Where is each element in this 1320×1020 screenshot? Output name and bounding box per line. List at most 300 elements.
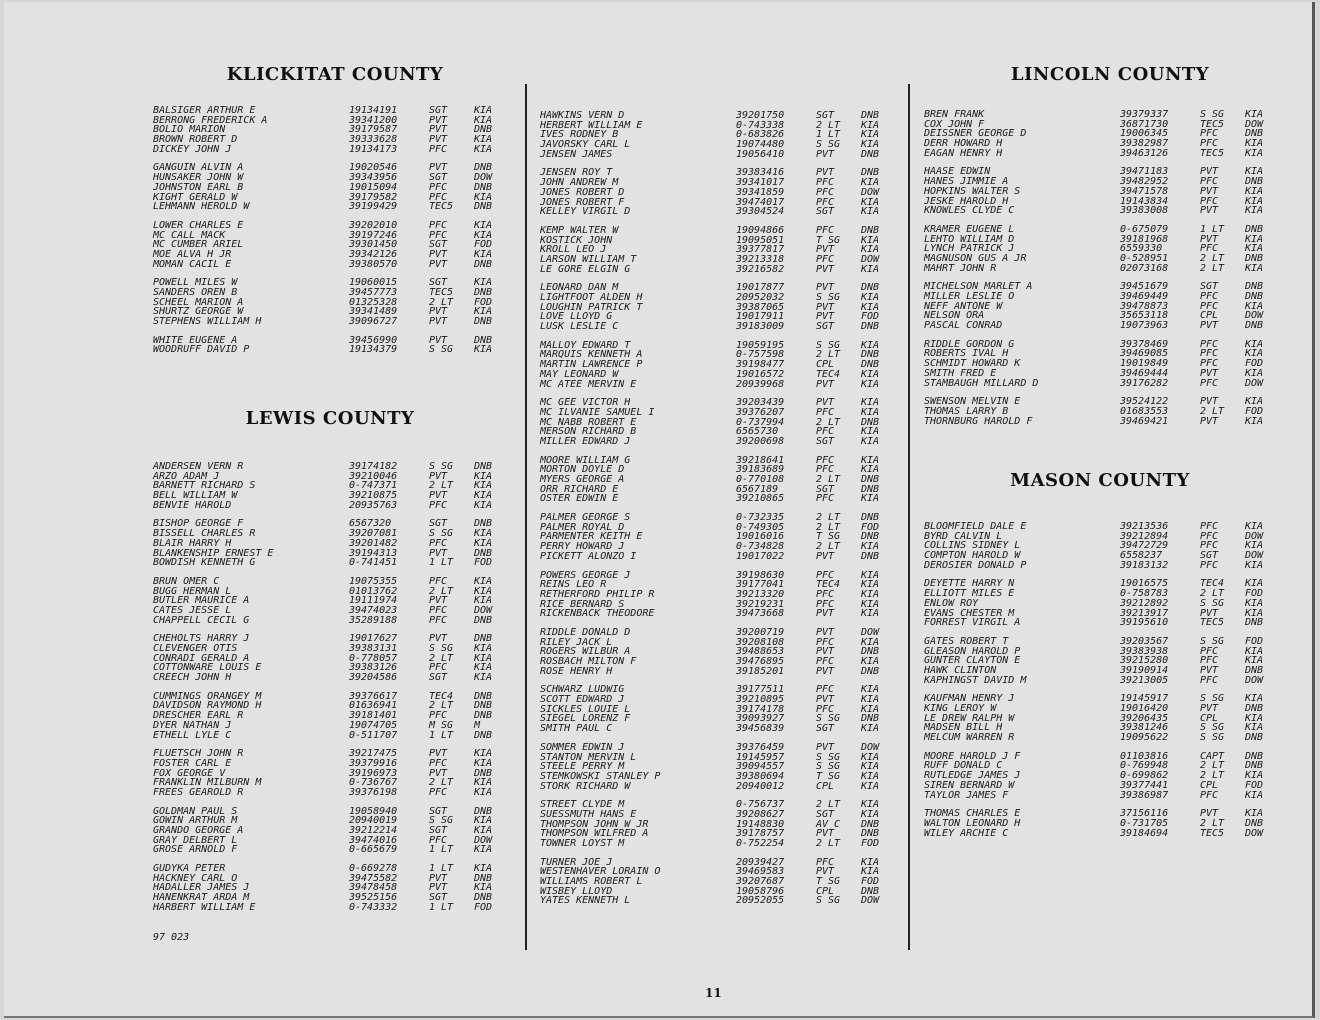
roster-name: GOWIN ARTHUR M xyxy=(153,815,238,827)
roster-rank: PFC xyxy=(816,703,835,715)
roster-serial: 39213536 xyxy=(1120,521,1169,532)
roster-serial: 39185201 xyxy=(736,665,785,677)
roster-serial: 39482952 xyxy=(1120,176,1169,188)
roster-name: MILLER EDWARD J xyxy=(540,435,631,447)
roster-name: COMPTON HAROLD W xyxy=(924,550,1021,562)
roster-serial: 19017911 xyxy=(736,311,785,323)
roster-name: DEROSIER DONALD P xyxy=(924,559,1027,571)
roster-serial: 39184694 xyxy=(1120,827,1169,839)
roster-status: KIA xyxy=(474,786,493,798)
roster-status: DOW xyxy=(474,172,493,184)
roster-rank: SGT xyxy=(816,435,835,447)
roster-name: HACKNEY CARL O xyxy=(153,872,238,884)
roster-name: BOWDISH KENNETH G xyxy=(153,557,256,569)
roster-name: ELLIOTT MILES E xyxy=(924,588,1015,600)
roster-name: CUMMINGS ORANGEY M xyxy=(153,690,262,702)
roster-rank: PVT xyxy=(816,665,835,677)
roster-serial: 39383416 xyxy=(736,167,785,179)
roster-rank: PFC xyxy=(1200,338,1219,350)
roster-serial: 39176282 xyxy=(1120,377,1169,389)
roster-status: DNB xyxy=(474,518,493,530)
roster-status: KIA xyxy=(861,761,880,773)
roster-serial: 39343956 xyxy=(349,172,398,184)
roster-name: HANENKRAT ARDA M xyxy=(153,892,250,904)
roster-status: KIA xyxy=(474,499,493,511)
roster-status: KIA xyxy=(861,751,880,763)
roster-serial: 39213917 xyxy=(1120,607,1169,619)
roster-rank: CPL xyxy=(1200,712,1219,724)
roster-name: LYNCH PATRICK J xyxy=(924,243,1015,255)
roster-serial: 01636941 xyxy=(349,700,398,712)
roster-status: KIA xyxy=(474,585,493,597)
roster-rank: PVT xyxy=(429,882,448,894)
roster-name: REINS LEO R xyxy=(540,579,607,591)
roster-name: JENSEN JAMES xyxy=(540,148,613,160)
roster-serial: 39198630 xyxy=(736,569,785,581)
roster-rank: PVT xyxy=(1200,607,1219,619)
roster-rank: 2 LT xyxy=(1200,817,1225,829)
roster-name: RETHERFORD PHILIP R xyxy=(540,588,655,600)
roster-rank: PVT xyxy=(429,872,448,884)
roster-serial: 39387065 xyxy=(736,301,785,313)
roster-status: DOW xyxy=(1245,377,1264,389)
roster-name: STEELE PERRY M xyxy=(540,761,625,773)
roster-serial: 39478458 xyxy=(349,882,398,894)
roster-name: THOMAS LARRY B xyxy=(924,405,1009,417)
roster-rank: S SG xyxy=(816,761,841,773)
roster-serial: 0-756737 xyxy=(736,799,785,811)
roster-rank: 2 LT xyxy=(816,119,841,131)
roster-serial: 19134379 xyxy=(349,344,398,356)
roster-rank: PFC xyxy=(429,786,448,798)
roster-rank: PFC xyxy=(816,569,835,581)
roster-status: KIA xyxy=(1245,367,1264,379)
roster-status: FOD xyxy=(1245,635,1264,647)
roster-status: DNB xyxy=(474,767,493,779)
roster-name: ANDERSEN VERN R xyxy=(153,461,244,472)
roster-rank: PFC xyxy=(1200,291,1219,302)
roster-rank: S SG xyxy=(1200,597,1225,609)
roster-name: TURNER JOE J xyxy=(540,856,613,868)
roster-status: DNB xyxy=(861,474,880,485)
roster-status: DNB xyxy=(474,461,493,472)
roster-serial: 19017022 xyxy=(736,550,785,562)
roster-rank: PFC xyxy=(816,426,835,438)
roster-status: KIA xyxy=(861,866,880,878)
roster-name: JOHN ANDREW M xyxy=(540,177,619,189)
roster-status: KIA xyxy=(474,643,493,654)
roster-name: WESTENHAVER LORAIN O xyxy=(540,866,661,878)
roster-serial: 39476895 xyxy=(736,656,785,667)
roster-serial: 19060015 xyxy=(349,277,398,289)
roster-name: RUFF DONALD C xyxy=(924,760,1003,772)
roster-name: STORK RICHARD W xyxy=(540,780,631,792)
roster-rank: PFC xyxy=(816,493,835,505)
roster-status: KIA xyxy=(474,306,493,318)
roster-serial: 39478873 xyxy=(1120,300,1169,312)
roster-rank: PVT xyxy=(429,633,448,645)
roster-rank: S SG xyxy=(1200,693,1225,705)
roster-rank: PVT xyxy=(429,134,448,146)
roster-serial: 20939968 xyxy=(736,378,785,390)
roster-name: BROWN ROBERT D xyxy=(153,134,238,146)
roster-rank: PVT xyxy=(1200,396,1219,408)
roster-rank: PVT xyxy=(816,167,835,179)
roster-serial: 39213318 xyxy=(736,253,785,265)
roster-serial: 0-665679 xyxy=(349,844,398,856)
roster-status: DNB xyxy=(861,110,880,121)
roster-name: LOWER CHARLES E xyxy=(153,219,244,231)
folio-code: 97 023 xyxy=(153,932,190,943)
roster-serial: 39183009 xyxy=(736,321,785,333)
roster-name: ROGERS WILBUR A xyxy=(540,646,631,658)
roster-rank: 2 LT xyxy=(816,799,841,811)
roster-status: DNB xyxy=(1245,176,1264,188)
roster-status: KIA xyxy=(861,129,880,141)
roster-status: DNB xyxy=(861,818,880,830)
roster-name: THOMAS CHARLES E xyxy=(924,808,1021,820)
roster-serial: 0-511707 xyxy=(349,729,398,741)
roster-name: PERRY HOWARD J xyxy=(540,541,625,553)
roster-status: DNB xyxy=(474,201,493,213)
roster-rank: 2 LT xyxy=(1200,252,1225,264)
roster-status: KIA xyxy=(474,143,493,155)
roster-status: KIA xyxy=(861,656,880,667)
roster-rank: CPL xyxy=(1200,779,1219,791)
roster-rank: TEC4 xyxy=(429,690,454,702)
roster-rank: PFC xyxy=(1200,559,1219,571)
roster-name: SCOTT EDWARD J xyxy=(540,694,625,706)
roster-status: DNB xyxy=(861,359,880,371)
roster-name: SCHMIDT HOWARD K xyxy=(924,358,1021,370)
roster-status: FOD xyxy=(1245,358,1264,370)
roster-name: DEYETTE HARRY N xyxy=(924,578,1015,590)
roster-rank: 2 LT xyxy=(816,474,841,485)
roster-rank: TEC5 xyxy=(1200,147,1225,159)
roster-name: MOORE WILLIAM G xyxy=(540,454,631,466)
roster-name: MC NABB ROBERT E xyxy=(540,416,637,428)
roster-serial: 39377817 xyxy=(736,244,785,256)
roster-status: DNB xyxy=(474,316,493,328)
roster-name: MORTON DOYLE D xyxy=(540,464,625,476)
roster-name: RIDDLE DONALD D xyxy=(540,626,631,638)
roster-name: MICHELSON MARLET A xyxy=(924,281,1033,293)
roster-rank: T SG xyxy=(816,531,841,543)
roster-name: SWENSON MELVIN E xyxy=(924,396,1021,408)
roster-rank: PFC xyxy=(816,588,835,600)
roster-status: KIA xyxy=(1245,138,1264,150)
roster-serial: 39178757 xyxy=(736,828,785,840)
roster-rank: PVT xyxy=(816,397,835,409)
roster-name: TAYLOR JAMES F xyxy=(924,789,1009,801)
roster-name: WHITE EUGENE A xyxy=(153,334,238,346)
roster-name: CONRADI GERALD A xyxy=(153,652,250,664)
roster-status: KIA xyxy=(474,229,493,241)
roster-status: DNB xyxy=(474,710,493,722)
roster-status: KIA xyxy=(474,575,493,587)
roster-status: KIA xyxy=(1245,722,1264,734)
roster-name: ETHELL LYLE C xyxy=(153,729,232,741)
roster-serial: 39341489 xyxy=(349,306,398,318)
roster-rank: PVT xyxy=(1200,205,1219,217)
roster-name: ROSBACH MILTON F xyxy=(540,656,637,667)
roster-rank: PVT xyxy=(429,547,448,559)
roster-status: KIA xyxy=(861,579,880,591)
roster-name: HANES JIMMIE A xyxy=(924,176,1009,188)
roster-name: JAVORSKY CARL L xyxy=(540,139,631,151)
roster-rank: S SG xyxy=(816,139,841,151)
roster-serial: 39201482 xyxy=(349,537,398,549)
roster-serial: 39181968 xyxy=(1120,233,1169,245)
roster-name: SCHWARZ LUDWIG xyxy=(540,684,625,696)
roster-status: KIA xyxy=(861,541,880,553)
roster-name: NEFF ANTONE W xyxy=(924,300,1003,312)
roster-rank: PFC xyxy=(429,757,448,769)
roster-rank: PFC xyxy=(1200,655,1219,667)
roster-rank: PFC xyxy=(1200,128,1219,140)
roster-serial: 19111974 xyxy=(349,595,398,607)
roster-rank: 1 LT xyxy=(429,863,454,875)
roster-rank: PFC xyxy=(1200,645,1219,657)
roster-status: KIA xyxy=(1245,109,1264,120)
roster-rank: PFC xyxy=(429,662,448,674)
roster-rank: PFC xyxy=(1200,358,1219,370)
roster-status: KIA xyxy=(861,378,880,390)
roster-serial: 39177511 xyxy=(736,684,785,696)
roster-name: KEMP WALTER W xyxy=(540,224,619,236)
roster-rank: PFC xyxy=(1200,530,1219,542)
roster-rank: 2 LT xyxy=(1200,760,1225,772)
roster-status: KIA xyxy=(861,234,880,246)
roster-rank: S SG xyxy=(429,643,454,654)
roster-serial: 39212894 xyxy=(1120,530,1169,542)
roster-rank: PFC xyxy=(429,219,448,231)
roster-serial: 19017627 xyxy=(349,633,398,645)
roster-serial: 19134173 xyxy=(349,143,398,155)
roster-serial: 19074705 xyxy=(349,719,398,731)
roster-status: FOD xyxy=(861,838,880,849)
roster-name: KING LEROY W xyxy=(924,703,997,714)
roster-name: SCHEEL MARION A xyxy=(153,296,244,308)
roster-rank: PFC xyxy=(1200,243,1219,255)
roster-status: KIA xyxy=(1245,521,1264,532)
roster-status: DNB xyxy=(474,872,493,884)
roster-name: MAY LEONARD W xyxy=(540,368,619,380)
roster-serial: 0-731705 xyxy=(1120,817,1169,829)
roster-rank: PFC xyxy=(429,575,448,587)
roster-status: KIA xyxy=(861,856,880,868)
roster-name: GRAY DELBERT L xyxy=(153,834,238,846)
roster-rank: PVT xyxy=(816,608,835,620)
roster-rank: SGT xyxy=(1200,550,1219,562)
roster-rank: PVT xyxy=(816,244,835,256)
roster-serial: 39094557 xyxy=(736,761,785,773)
roster-status: KIA xyxy=(474,248,493,260)
roster-name: HADALLER JAMES J xyxy=(153,882,250,894)
roster-serial: 19056410 xyxy=(736,148,785,160)
roster-serial: 0-743338 xyxy=(736,119,785,131)
roster-rank: CPL xyxy=(816,885,835,897)
roster-name: STAMBAUGH MILLARD D xyxy=(924,377,1039,389)
roster-serial: 39469583 xyxy=(736,866,785,878)
roster-status: KIA xyxy=(474,672,493,684)
roster-status: KIA xyxy=(861,723,880,735)
roster-serial: 39376198 xyxy=(349,786,398,798)
roster-rank: PFC xyxy=(429,191,448,203)
roster-rank: PFC xyxy=(429,537,448,549)
roster-serial: 39197246 xyxy=(349,229,398,241)
roster-serial: 39203567 xyxy=(1120,635,1169,647)
section-heading-klickitat: KLICKITAT COUNTY xyxy=(226,64,444,85)
roster-status: KIA xyxy=(474,219,493,231)
roster-serial: 0-669278 xyxy=(349,863,398,875)
roster-name: SICKLES LOUIE L xyxy=(540,703,631,715)
roster-serial: 39473668 xyxy=(736,608,785,620)
roster-serial: 0-757598 xyxy=(736,349,785,361)
roster-status: KIA xyxy=(861,598,880,610)
roster-status: DOW xyxy=(861,741,880,753)
roster-name: DAVIDSON RAYMOND H xyxy=(153,700,262,712)
roster-name: KNOWLES CLYDE C xyxy=(924,205,1015,217)
roster-rank: PVT xyxy=(429,306,448,318)
roster-rank: PFC xyxy=(429,710,448,722)
roster-name: GLEASON HAROLD P xyxy=(924,645,1021,657)
roster-status: DNB xyxy=(474,181,493,193)
roster-serial: 39093927 xyxy=(736,713,785,725)
roster-serial: 39383938 xyxy=(1120,645,1169,657)
roster-serial: 39469421 xyxy=(1120,415,1169,427)
roster-serial: 39381246 xyxy=(1120,722,1169,734)
roster-rank: 1 LT xyxy=(1200,223,1225,235)
roster-status: KIA xyxy=(1245,338,1264,350)
roster-status: KIA xyxy=(1245,712,1264,724)
roster-name: MADSEN BILL H xyxy=(924,722,1003,734)
roster-status: KIA xyxy=(861,636,880,648)
roster-rank: PFC xyxy=(1200,377,1219,389)
roster-serial: 19145917 xyxy=(1120,693,1169,705)
roster-serial: 19059195 xyxy=(736,339,785,351)
roster-serial: 19017877 xyxy=(736,282,785,294)
roster-rank: PFC xyxy=(816,224,835,236)
roster-status: DOW xyxy=(474,604,493,616)
roster-name: PALMER ROYAL D xyxy=(540,521,625,533)
roster-status: DOW xyxy=(861,626,880,638)
roster-status: KIA xyxy=(1245,770,1264,782)
roster-serial: 39471578 xyxy=(1120,185,1169,197)
roster-rank: M SG xyxy=(429,719,454,731)
roster-name: MC CUMBER ARIEL xyxy=(153,239,244,251)
roster-serial: 20952032 xyxy=(736,292,785,303)
roster-serial: 19016572 xyxy=(736,368,785,380)
roster-status: DNB xyxy=(861,167,880,179)
roster-serial: 39218641 xyxy=(736,454,785,466)
roster-status: KIA xyxy=(861,406,880,418)
roster-serial: 39200698 xyxy=(736,435,785,447)
roster-name: MELCUM WARREN R xyxy=(924,732,1015,744)
roster-status: DNB xyxy=(861,483,880,495)
roster-serial: 39203439 xyxy=(736,397,785,409)
roster-name: MARQUIS KENNETH A xyxy=(540,349,643,361)
roster-status: KIA xyxy=(861,368,880,380)
roster-status: KIA xyxy=(474,528,493,540)
roster-name: MOORE HAROLD J F xyxy=(924,750,1021,762)
roster-name: KAUFMAN HENRY J xyxy=(924,693,1015,705)
roster-rank: PVT xyxy=(816,550,835,562)
section-heading-lewis: LEWIS COUNTY xyxy=(245,408,415,429)
roster-status: FOD xyxy=(474,557,493,569)
roster-serial: 39472729 xyxy=(1120,540,1169,552)
roster-status: DOW xyxy=(474,834,493,846)
roster-serial: 39183689 xyxy=(736,464,785,476)
roster-status: KIA xyxy=(474,595,493,607)
roster-name: KIGHT GERALD W xyxy=(153,191,238,203)
roster-status: KIA xyxy=(861,569,880,581)
roster-status: DNB xyxy=(474,690,493,702)
roster-name: ENLOW ROY xyxy=(924,597,979,609)
roster-status: KIA xyxy=(1245,578,1264,590)
roster-status: DOW xyxy=(1245,674,1264,686)
roster-rank: PFC xyxy=(429,229,448,241)
roster-name: CLEVENGER OTIS xyxy=(153,643,238,654)
roster-name: THOMPSON WILFRED A xyxy=(540,828,649,840)
roster-name: EVANS CHESTER M xyxy=(924,607,1015,619)
roster-name: RIDDLE GORDON G xyxy=(924,338,1015,350)
roster-status: FOD xyxy=(474,239,493,251)
roster-rank: S SG xyxy=(1200,109,1225,120)
roster-name: MAHRT JOHN R xyxy=(924,262,997,274)
roster-rank: PFC xyxy=(816,186,835,198)
roster-rank: SGT xyxy=(816,321,835,333)
roster-status: KIA xyxy=(1245,262,1264,274)
roster-rank: S SG xyxy=(816,895,841,907)
roster-name: FOX GEORGE V xyxy=(153,767,226,779)
roster-name: CHEHOLTS HARRY J xyxy=(153,633,250,645)
roster-rank: SGT xyxy=(429,277,448,289)
roster-rank: PVT xyxy=(1200,166,1219,178)
roster-serial: 35653118 xyxy=(1120,310,1169,322)
roster-serial: 0-675079 xyxy=(1120,223,1169,235)
roster-status: DNB xyxy=(861,665,880,677)
roster-name: ROBERTS IVAL H xyxy=(924,348,1009,360)
roster-rank: PVT xyxy=(816,263,835,275)
roster-rank: PVT xyxy=(429,490,448,502)
roster-status: KIA xyxy=(474,490,493,502)
roster-status: DNB xyxy=(474,892,493,904)
roster-name: BELL WILLIAM W xyxy=(153,490,238,502)
roster-rank: 2 LT xyxy=(816,541,841,553)
roster-name: GANGUIN ALVIN A xyxy=(153,162,244,174)
roster-status: DNB xyxy=(861,512,880,524)
roster-serial: 0-528951 xyxy=(1120,252,1169,264)
roster-rank: 2 LT xyxy=(816,521,841,533)
roster-name: COTTONWARE LOUIS E xyxy=(153,662,262,674)
roster-status: DNB xyxy=(1245,732,1264,744)
roster-rank: PFC xyxy=(429,604,448,616)
roster-rank: PFC xyxy=(1200,674,1219,686)
roster-status: KIA xyxy=(861,426,880,438)
roster-rank: SGT xyxy=(429,825,448,836)
roster-serial: 0-732335 xyxy=(736,512,785,524)
roster-name: BALSIGER ARTHUR E xyxy=(153,105,256,116)
roster-rank: PFC xyxy=(816,196,835,208)
roster-rank: PVT xyxy=(1200,703,1219,714)
roster-serial: 39207081 xyxy=(349,528,398,540)
roster-serial: 39304524 xyxy=(736,206,785,218)
roster-status: KIA xyxy=(861,454,880,466)
roster-name: SANDERS OREN B xyxy=(153,287,238,298)
roster-status: DNB xyxy=(861,148,880,160)
roster-serial: 39456839 xyxy=(736,723,785,735)
